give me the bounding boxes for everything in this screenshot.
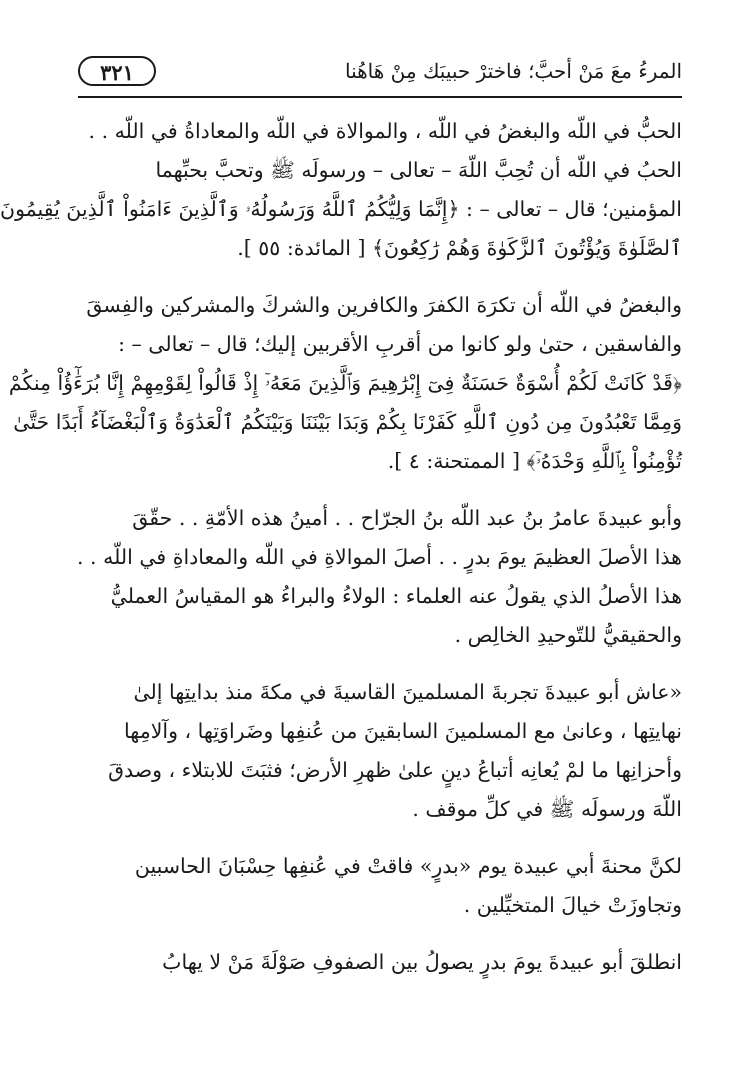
- paragraph: [78, 499, 682, 655]
- text-line: نهايتِها ، وعانىٰ مع المسلمينَ السابقينَ من عُنفِها وضَراوَتِها ، وآلامِها: [124, 719, 682, 743]
- text-line: الحبُّ في اللّه والبغضُ في اللّه ، والموالاة في اللّه والمعاداةُ في اللّه . .: [88, 119, 682, 143]
- text-line: هذا الأصلَ العظيمَ يومَ بدرٍ . . أصلَ الموالاةِ في اللّه والمعاداةِ في اللّه . .: [77, 545, 682, 569]
- text-line: اللّهَ ورسولَه ﷺ في كلِّ موقف .: [412, 797, 682, 821]
- paragraph: [8, 286, 682, 481]
- page-number: ٣٢١: [78, 56, 156, 86]
- body-text: [0, 112, 682, 982]
- text-line: لكنَّ محنةَ أبي عبيدة يوم «بدرٍ» فاقتْ في عُنفِها حِسْبَانَ الحاسبين: [134, 854, 682, 878]
- paragraph: [78, 847, 682, 925]
- text-line: والفاسقين ، حتىٰ ولو كانوا من أقربِ الأقربين إليك؛ قال – تعالى – :: [118, 332, 682, 356]
- paragraph: [0, 112, 682, 268]
- text-line: ٱلصَّلَوٰةَ وَيُؤْتُونَ ٱلزَّكَوٰةَ وَهُمْ رَٰكِعُونَ﴾ [ المائدة: ٥٥ ].: [237, 236, 682, 260]
- text-line: انطلقَ أبو عبيدةَ يومَ بدرٍ يصولُ بين الصفوفِ صَوْلَةَ مَنْ لا يهابُ: [162, 950, 682, 974]
- running-title: المرءُ معَ مَنْ أحبَّ؛ فاخترْ حبيبَك مِنْ هَاهُنا: [344, 59, 682, 83]
- text-line: المؤمنين؛ قال – تعالى – : ﴿إِنَّمَا وَلِيُّكُمُ ٱللَّهُ وَرَسُولُهُۥ وَٱلَّذِينَ ءَامَنُواْ ٱلَّذِينَ يُقِيمُونَ: [0, 197, 682, 221]
- text-line: وَمِمَّا تَعْبُدُونَ مِن دُونِ ٱللَّهِ كَفَرْنَا بِكُمْ وَبَدَا بَيْنَنَا وَبَيْنَكُمُ ٱلْعَدَٰوَةُ وَٱلْبَغْضَآءُ أَبَدًا حَتَّىٰ: [13, 410, 682, 434]
- paragraph: [78, 943, 682, 982]
- text-line: وأحزانِها ما لمْ يُعانِه أتباعُ دينٍ علىٰ ظهرِ الأرض؛ فثبَتَ للابتلاء ، وصدقَ: [108, 758, 682, 782]
- text-line: ﴿قَدْ كَانَتْ لَكُمْ أُسْوَةٌ حَسَنَةٌ فِىٓ إِبْرَٰهِيمَ وَٱلَّذِينَ مَعَهُۥٓ إِذْ قَالُواْ لِقَوْمِهِمْ إِنَّا بُرَءَٰٓؤُاْ مِنكُمْ: [8, 371, 682, 395]
- text-line: والحقيقيُّ للتّوحيدِ الخالِص .: [454, 623, 682, 647]
- text-line: هذا الأصلُ الذي يقولُ عنه العلماء : الولاءُ والبراءُ هو المقياسُ العمليُّ: [110, 584, 682, 608]
- paragraph: [78, 673, 682, 829]
- page-header: [78, 52, 682, 98]
- text-line: وتجاوزَتْ خيالَ المتخيِّلين .: [463, 893, 682, 917]
- text-line: الحبُ في اللّه أن تُحِبَّ اللّهَ – تعالى – ورسولَه ﷺ وتحبَّ بحبِّهما: [155, 158, 682, 182]
- text-line: وأبو عبيدةَ عامرُ بنُ عبد اللّه بنُ الجرّاح . . أمينُ هذه الأمّةِ . . حقّقَ: [132, 506, 682, 530]
- text-line: «عاش أبو عبيدةَ تجربةَ المسلمينَ القاسيةَ في مكةَ منذ بدايتِها إلىٰ: [133, 680, 682, 704]
- text-line: تُؤْمِنُواْ بِٱللَّهِ وَحْدَهُۥٓ﴾ [ الممتحنة: ٤ ].: [387, 449, 682, 473]
- text-line: والبغضُ في اللّه أن تكرَهَ الكفرَ والكافرين والشركَ والمشركين والفِسقَ: [86, 293, 682, 317]
